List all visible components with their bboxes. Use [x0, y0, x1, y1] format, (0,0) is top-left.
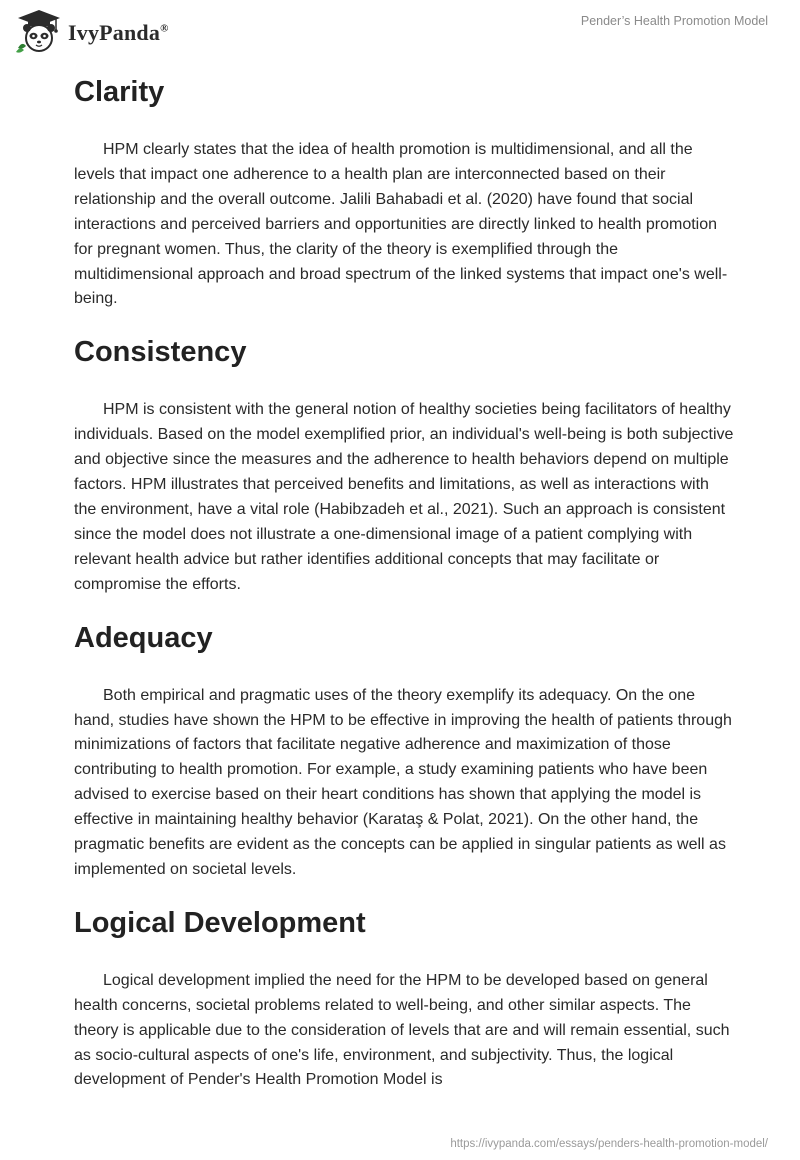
section-heading: Clarity: [74, 76, 165, 108]
section-logical-development: [74, 905, 734, 1094]
source-url[interactable]: https://ivypanda.com/essays/penders-health-promotion-model/: [450, 1138, 768, 1150]
section-paragraph: HPM clearly states that the idea of health promotion is multidimensional, and all the levels that impact one adherence to a health plan are interconnected based on their relationship and the overall outcome. Jalili Bahabadi et al. (2020) have found that social interactions and perceived barriers and opportunities are directly linked to health promotion for pregnant women. Thus, the clarity of the theory is exemplified through the multidimensional approach and broad spectrum of the linked systems that impact one's well-being.: [74, 141, 728, 308]
essay-content: [74, 60, 734, 1093]
section-heading: Adequacy: [74, 621, 213, 654]
section-clarity: [74, 74, 734, 312]
section-paragraph: Both empirical and pragmatic uses of the theory exemplify its adequacy. On the one hand, studies have shown the HPM to be effective in improving the health of patients through minimizations of factors that facilitate negative adherence and maximization of those contributing to health promotion. For example, a study examining patients who have been advised to exercise based on their heart conditions has shown that applying the model is effective in maintaining healthy behavior (Karataş & Polat, 2021). On the other hand, the pragmatic benefits are evident as the concepts can be applied in singular patients as well as implemented on societal levels.: [74, 686, 732, 878]
page-header: [0, 0, 800, 60]
registered-mark: ®: [160, 22, 169, 35]
section-paragraph: HPM is consistent with the general notion of healthy societies being facilitators of healthy individuals. Based on the model exemplified prior, an individual's well-being is both subjective and objective since the measures and the adherence to health behaviors depend on multiple factors. HPM illustrates that perceived benefits and limitations, as well as interactions with the environment, have a vital role (Habibzadeh et al., 2021). Such an approach is consistent since the model does not illustrate a one-dimensional image of a patient complying with relevant health advice but rather identifies additional concepts that may facilitate or compromise the efforts.: [74, 401, 734, 593]
section-paragraph: Logical development implied the need for the HPM to be developed based on general health concerns, societal problems related to well-being, and other similar aspects. The theory is applicable due to the consideration of levels that are and will remain essential, such as socio-cultural aspects of one's life, environment, and subjectivity. Thus, the logical development of Pender's Health Promotion Model is: [74, 971, 730, 1089]
section-heading: Logical Development: [74, 906, 366, 939]
section-heading: Consistency: [74, 336, 247, 369]
brand-name: IvyPanda®: [68, 20, 169, 45]
panda-graduation-cap-icon: [14, 8, 64, 54]
section-consistency: [74, 334, 734, 597]
section-adequacy: [74, 620, 734, 883]
document-title: Pender’s Health Promotion Model: [580, 14, 768, 28]
ivypanda-logo[interactable]: [14, 8, 169, 54]
